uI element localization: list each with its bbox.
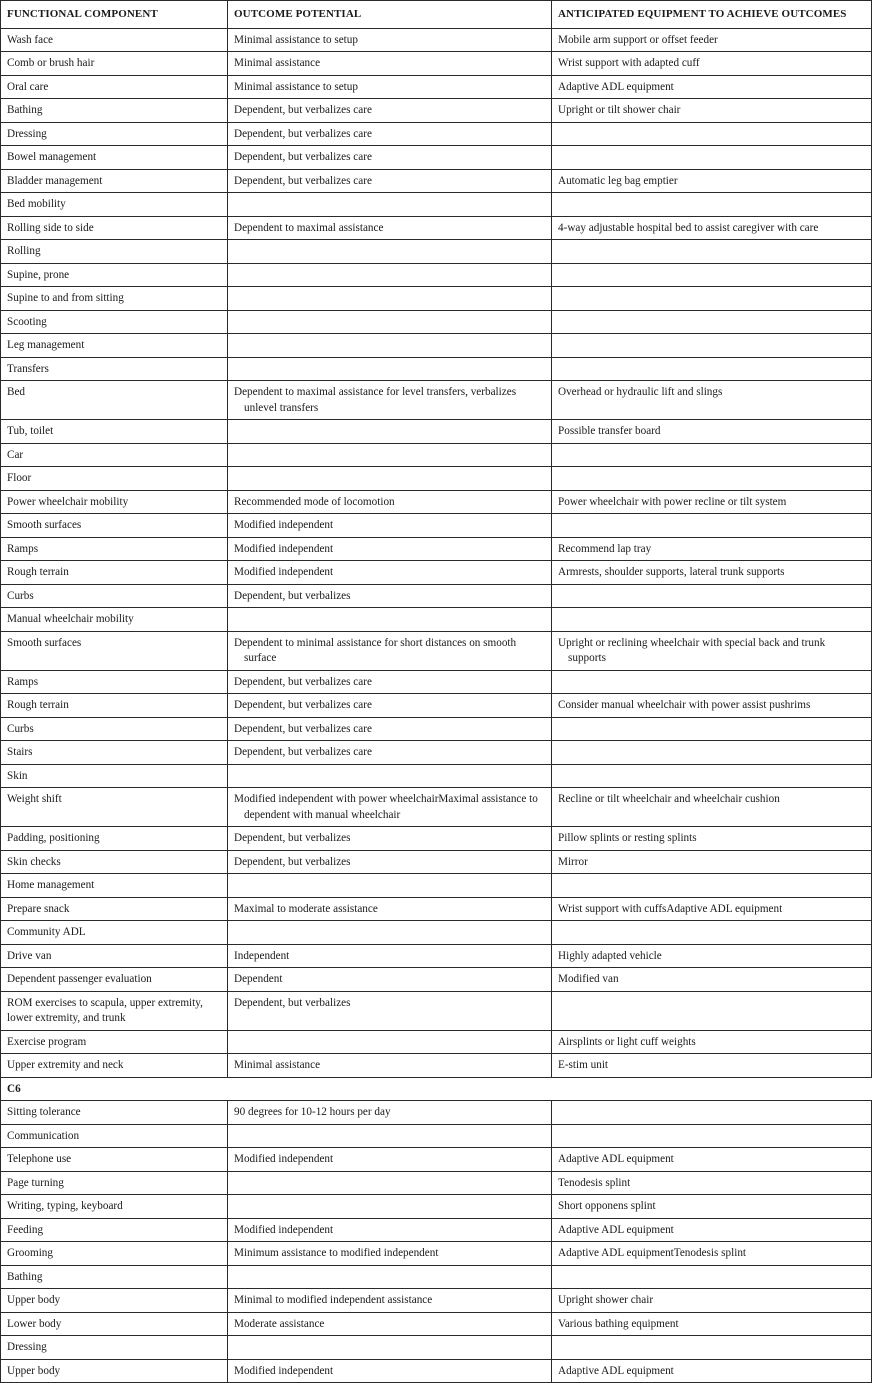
- outcome-potential-cell: Dependent, but verbalizes: [228, 850, 552, 874]
- table-row: [1, 561, 872, 585]
- functional-component-cell: ROM exercises to scapula, upper extremity, lower extremity, and trunk: [1, 991, 228, 1030]
- table-row: [1, 193, 872, 217]
- anticipated-equipment-cell: Adaptive ADL equipment: [552, 75, 872, 99]
- outcome-potential-cell: Modified independent: [228, 1359, 552, 1383]
- outcome-potential-cell: [228, 1195, 552, 1219]
- functional-component-cell: Home management: [1, 874, 228, 898]
- functional-component-cell: Bed mobility: [1, 193, 228, 217]
- anticipated-equipment-cell: [552, 1124, 872, 1148]
- table-row: [1, 1265, 872, 1289]
- anticipated-equipment-cell: Short opponens splint: [552, 1195, 872, 1219]
- table-row: [1, 764, 872, 788]
- outcome-potential-cell: [228, 1030, 552, 1054]
- functional-component-cell: Drive van: [1, 944, 228, 968]
- functional-component-cell: Rough terrain: [1, 694, 228, 718]
- table-row: [1, 490, 872, 514]
- table-row: [1, 122, 872, 146]
- functional-component-cell: Manual wheelchair mobility: [1, 608, 228, 632]
- c5-rows: [1, 28, 872, 1077]
- functional-component-cell: Car: [1, 443, 228, 467]
- outcome-potential-cell: [228, 921, 552, 945]
- table-row: [1, 631, 872, 670]
- outcome-potential-cell: [228, 874, 552, 898]
- table-row: [1, 1218, 872, 1242]
- outcome-potential-cell: Recommended mode of locomotion: [228, 490, 552, 514]
- outcome-potential-cell: [228, 467, 552, 491]
- table-row: [1, 357, 872, 381]
- functional-component-cell: Dressing: [1, 1336, 228, 1360]
- anticipated-equipment-cell: Pillow splints or resting splints: [552, 827, 872, 851]
- outcome-potential-cell: Moderate assistance: [228, 1312, 552, 1336]
- table-row: [1, 381, 872, 420]
- anticipated-equipment-cell: [552, 122, 872, 146]
- anticipated-equipment-cell: Wrist support with adapted cuff: [552, 52, 872, 76]
- outcome-potential-cell: Maximal to moderate assistance: [228, 897, 552, 921]
- outcome-potential-cell: Modified independent: [228, 561, 552, 585]
- anticipated-equipment-cell: Wrist support with cuffsAdaptive ADL equipment: [552, 897, 872, 921]
- section-spacer: [228, 1077, 552, 1101]
- outcome-potential-cell: Dependent, but verbalizes care: [228, 670, 552, 694]
- functional-component-cell: Ramps: [1, 670, 228, 694]
- outcome-potential-cell: Dependent to minimal assistance for short distances on smooth surface: [228, 631, 552, 670]
- table-row: [1, 169, 872, 193]
- header-row: [1, 1, 872, 29]
- table-row: [1, 991, 872, 1030]
- functional-component-cell: Tub, toilet: [1, 420, 228, 444]
- anticipated-equipment-cell: Modified van: [552, 968, 872, 992]
- anticipated-equipment-cell: Upright or tilt shower chair: [552, 99, 872, 123]
- functional-component-cell: Comb or brush hair: [1, 52, 228, 76]
- table-row: [1, 420, 872, 444]
- table-row: [1, 28, 872, 52]
- functional-component-cell: Upper body: [1, 1289, 228, 1313]
- outcome-potential-cell: Dependent to maximal assistance: [228, 216, 552, 240]
- functional-component-cell: Transfers: [1, 357, 228, 381]
- anticipated-equipment-cell: [552, 467, 872, 491]
- header-outcome-potential: OUTCOME POTENTIAL: [228, 1, 552, 29]
- functional-component-cell: Skin checks: [1, 850, 228, 874]
- functional-component-cell: Supine to and from sitting: [1, 287, 228, 311]
- functional-component-cell: Curbs: [1, 717, 228, 741]
- outcome-potential-cell: Dependent, but verbalizes care: [228, 741, 552, 765]
- functional-component-cell: Rolling: [1, 240, 228, 264]
- table-row: [1, 741, 872, 765]
- anticipated-equipment-cell: Airsplints or light cuff weights: [552, 1030, 872, 1054]
- anticipated-equipment-cell: [552, 263, 872, 287]
- outcome-potential-cell: [228, 1265, 552, 1289]
- outcome-potential-cell: [228, 193, 552, 217]
- functional-component-cell: Oral care: [1, 75, 228, 99]
- outcome-potential-cell: [228, 420, 552, 444]
- table-row: [1, 608, 872, 632]
- anticipated-equipment-cell: [552, 991, 872, 1030]
- outcome-potential-cell: Minimum assistance to modified independent: [228, 1242, 552, 1266]
- anticipated-equipment-cell: [552, 357, 872, 381]
- outcome-potential-cell: Modified independent: [228, 1148, 552, 1172]
- functional-component-cell: Bed: [1, 381, 228, 420]
- functional-component-cell: Exercise program: [1, 1030, 228, 1054]
- table-row: [1, 334, 872, 358]
- anticipated-equipment-cell: Upright or reclining wheelchair with special back and trunk supports: [552, 631, 872, 670]
- outcome-potential-cell: Dependent, but verbalizes: [228, 991, 552, 1030]
- anticipated-equipment-cell: [552, 334, 872, 358]
- functional-component-cell: Telephone use: [1, 1148, 228, 1172]
- anticipated-equipment-cell: [552, 443, 872, 467]
- functional-component-cell: Dressing: [1, 122, 228, 146]
- anticipated-equipment-cell: [552, 584, 872, 608]
- functional-component-cell: Rolling side to side: [1, 216, 228, 240]
- section-row: [1, 1077, 872, 1101]
- outcome-potential-cell: [228, 1171, 552, 1195]
- table-row: [1, 1030, 872, 1054]
- anticipated-equipment-cell: Overhead or hydraulic lift and slings: [552, 381, 872, 420]
- anticipated-equipment-cell: Recline or tilt wheelchair and wheelchair cushion: [552, 788, 872, 827]
- table-row: [1, 310, 872, 334]
- table-row: [1, 944, 872, 968]
- table-row: [1, 1289, 872, 1313]
- table-row: [1, 921, 872, 945]
- outcome-potential-cell: Dependent, but verbalizes care: [228, 717, 552, 741]
- anticipated-equipment-cell: Possible transfer board: [552, 420, 872, 444]
- outcome-potential-cell: [228, 443, 552, 467]
- anticipated-equipment-cell: 4-way adjustable hospital bed to assist caregiver with care: [552, 216, 872, 240]
- anticipated-equipment-cell: Automatic leg bag emptier: [552, 169, 872, 193]
- table-row: [1, 1242, 872, 1266]
- anticipated-equipment-cell: Power wheelchair with power recline or tilt system: [552, 490, 872, 514]
- outcome-potential-cell: Dependent, but verbalizes care: [228, 146, 552, 170]
- outcome-potential-cell: Dependent to maximal assistance for level transfers, verbalizes unlevel transfers: [228, 381, 552, 420]
- table-row: [1, 1148, 872, 1172]
- anticipated-equipment-cell: [552, 146, 872, 170]
- functional-component-cell: Scooting: [1, 310, 228, 334]
- table-row: [1, 584, 872, 608]
- functional-component-cell: Rough terrain: [1, 561, 228, 585]
- outcome-potential-cell: 90 degrees for 10-12 hours per day: [228, 1101, 552, 1125]
- table-row: [1, 850, 872, 874]
- functional-component-cell: Stairs: [1, 741, 228, 765]
- outcome-potential-cell: Dependent, but verbalizes care: [228, 169, 552, 193]
- functional-component-cell: Communication: [1, 1124, 228, 1148]
- outcome-potential-cell: Modified independent: [228, 1218, 552, 1242]
- table-row: [1, 467, 872, 491]
- functional-component-cell: Upper extremity and neck: [1, 1054, 228, 1078]
- table-row: [1, 788, 872, 827]
- outcome-potential-cell: [228, 310, 552, 334]
- anticipated-equipment-cell: [552, 670, 872, 694]
- anticipated-equipment-cell: [552, 764, 872, 788]
- anticipated-equipment-cell: Adaptive ADL equipment: [552, 1359, 872, 1383]
- outcome-potential-cell: Modified independent: [228, 514, 552, 538]
- table-row: [1, 514, 872, 538]
- functional-component-cell: Upper body: [1, 1359, 228, 1383]
- table-row: [1, 216, 872, 240]
- functional-component-cell: Writing, typing, keyboard: [1, 1195, 228, 1219]
- functional-component-cell: Ramps: [1, 537, 228, 561]
- functional-component-cell: Feeding: [1, 1218, 228, 1242]
- outcome-potential-cell: [228, 764, 552, 788]
- outcome-potential-cell: Minimal to modified independent assistance: [228, 1289, 552, 1313]
- table-row: [1, 717, 872, 741]
- anticipated-equipment-cell: E-stim unit: [552, 1054, 872, 1078]
- table-row: [1, 968, 872, 992]
- anticipated-equipment-cell: Highly adapted vehicle: [552, 944, 872, 968]
- functional-component-cell: Prepare snack: [1, 897, 228, 921]
- table-row: [1, 1312, 872, 1336]
- outcome-potential-cell: Independent: [228, 944, 552, 968]
- table-row: [1, 75, 872, 99]
- anticipated-equipment-cell: Mobile arm support or offset feeder: [552, 28, 872, 52]
- anticipated-equipment-cell: Adaptive ADL equipment: [552, 1218, 872, 1242]
- table-row: [1, 897, 872, 921]
- anticipated-equipment-cell: [552, 310, 872, 334]
- functional-component-cell: Leg management: [1, 334, 228, 358]
- anticipated-equipment-cell: Various bathing equipment: [552, 1312, 872, 1336]
- table-row: [1, 1101, 872, 1125]
- table-row: [1, 146, 872, 170]
- functional-component-cell: Page turning: [1, 1171, 228, 1195]
- outcome-potential-cell: Minimal assistance to setup: [228, 28, 552, 52]
- c6-section: [1, 1077, 872, 1101]
- anticipated-equipment-cell: Adaptive ADL equipment: [552, 1148, 872, 1172]
- outcome-potential-cell: [228, 263, 552, 287]
- functional-component-cell: Community ADL: [1, 921, 228, 945]
- outcome-potential-cell: Dependent, but verbalizes care: [228, 99, 552, 123]
- outcome-potential-cell: Modified independent: [228, 537, 552, 561]
- functional-component-cell: Supine, prone: [1, 263, 228, 287]
- table-row: [1, 443, 872, 467]
- outcome-potential-cell: Modified independent with power wheelchairMaximal assistance to dependent with manual wheelchair: [228, 788, 552, 827]
- anticipated-equipment-cell: Mirror: [552, 850, 872, 874]
- anticipated-equipment-cell: Adaptive ADL equipmentTenodesis splint: [552, 1242, 872, 1266]
- outcome-potential-cell: [228, 334, 552, 358]
- functional-component-cell: Smooth surfaces: [1, 514, 228, 538]
- table-row: [1, 99, 872, 123]
- functional-component-cell: Floor: [1, 467, 228, 491]
- outcome-potential-cell: [228, 287, 552, 311]
- anticipated-equipment-cell: [552, 717, 872, 741]
- anticipated-equipment-cell: [552, 1336, 872, 1360]
- table-row: [1, 52, 872, 76]
- section-spacer: [552, 1077, 872, 1101]
- table-row: [1, 1171, 872, 1195]
- outcome-potential-cell: Dependent, but verbalizes care: [228, 122, 552, 146]
- section-label: C6: [1, 1077, 228, 1101]
- table-row: [1, 537, 872, 561]
- outcome-potential-cell: [228, 240, 552, 264]
- outcome-potential-cell: Dependent, but verbalizes: [228, 584, 552, 608]
- anticipated-equipment-cell: Upright shower chair: [552, 1289, 872, 1313]
- functional-component-cell: Smooth surfaces: [1, 631, 228, 670]
- header-functional-component: FUNCTIONAL COMPONENT: [1, 1, 228, 29]
- table-row: [1, 874, 872, 898]
- table-row: [1, 1359, 872, 1383]
- anticipated-equipment-cell: [552, 287, 872, 311]
- table-row: [1, 827, 872, 851]
- table-row: [1, 1054, 872, 1078]
- anticipated-equipment-cell: [552, 1265, 872, 1289]
- anticipated-equipment-cell: Recommend lap tray: [552, 537, 872, 561]
- functional-component-cell: Dependent passenger evaluation: [1, 968, 228, 992]
- functional-component-cell: Curbs: [1, 584, 228, 608]
- functional-component-cell: Power wheelchair mobility: [1, 490, 228, 514]
- anticipated-equipment-cell: [552, 921, 872, 945]
- anticipated-equipment-cell: [552, 741, 872, 765]
- outcome-potential-cell: Minimal assistance to setup: [228, 75, 552, 99]
- table-row: [1, 670, 872, 694]
- functional-component-cell: Bathing: [1, 1265, 228, 1289]
- table-row: [1, 287, 872, 311]
- functional-component-cell: Padding, positioning: [1, 827, 228, 851]
- anticipated-equipment-cell: Tenodesis splint: [552, 1171, 872, 1195]
- anticipated-equipment-cell: [552, 1101, 872, 1125]
- functional-component-cell: Skin: [1, 764, 228, 788]
- functional-component-cell: Sitting tolerance: [1, 1101, 228, 1125]
- anticipated-equipment-cell: [552, 514, 872, 538]
- functional-component-cell: Bladder management: [1, 169, 228, 193]
- outcome-potential-cell: Dependent: [228, 968, 552, 992]
- outcome-potential-cell: Dependent, but verbalizes care: [228, 694, 552, 718]
- c6-rows: [1, 1101, 872, 1383]
- functional-component-cell: Bathing: [1, 99, 228, 123]
- table-row: [1, 240, 872, 264]
- table-row: [1, 1195, 872, 1219]
- outcome-potential-cell: [228, 357, 552, 381]
- outcome-potential-cell: [228, 1124, 552, 1148]
- outcome-potential-cell: Dependent, but verbalizes: [228, 827, 552, 851]
- anticipated-equipment-cell: [552, 193, 872, 217]
- functional-component-cell: Grooming: [1, 1242, 228, 1266]
- functional-component-cell: Weight shift: [1, 788, 228, 827]
- table-row: [1, 1124, 872, 1148]
- outcome-potential-cell: Minimal assistance: [228, 52, 552, 76]
- functional-component-cell: Wash face: [1, 28, 228, 52]
- anticipated-equipment-cell: Armrests, shoulder supports, lateral trunk supports: [552, 561, 872, 585]
- header-anticipated-equipment: ANTICIPATED EQUIPMENT TO ACHIEVE OUTCOMES: [552, 1, 872, 29]
- functional-component-cell: Lower body: [1, 1312, 228, 1336]
- outcome-potential-cell: [228, 608, 552, 632]
- table-row: [1, 1336, 872, 1360]
- anticipated-equipment-cell: [552, 874, 872, 898]
- outcome-potential-cell: Minimal assistance: [228, 1054, 552, 1078]
- anticipated-equipment-cell: Consider manual wheelchair with power assist pushrims: [552, 694, 872, 718]
- anticipated-equipment-cell: [552, 608, 872, 632]
- table-row: [1, 263, 872, 287]
- anticipated-equipment-cell: [552, 240, 872, 264]
- outcome-potential-cell: [228, 1336, 552, 1360]
- functional-component-cell: Bowel management: [1, 146, 228, 170]
- table-row: [1, 694, 872, 718]
